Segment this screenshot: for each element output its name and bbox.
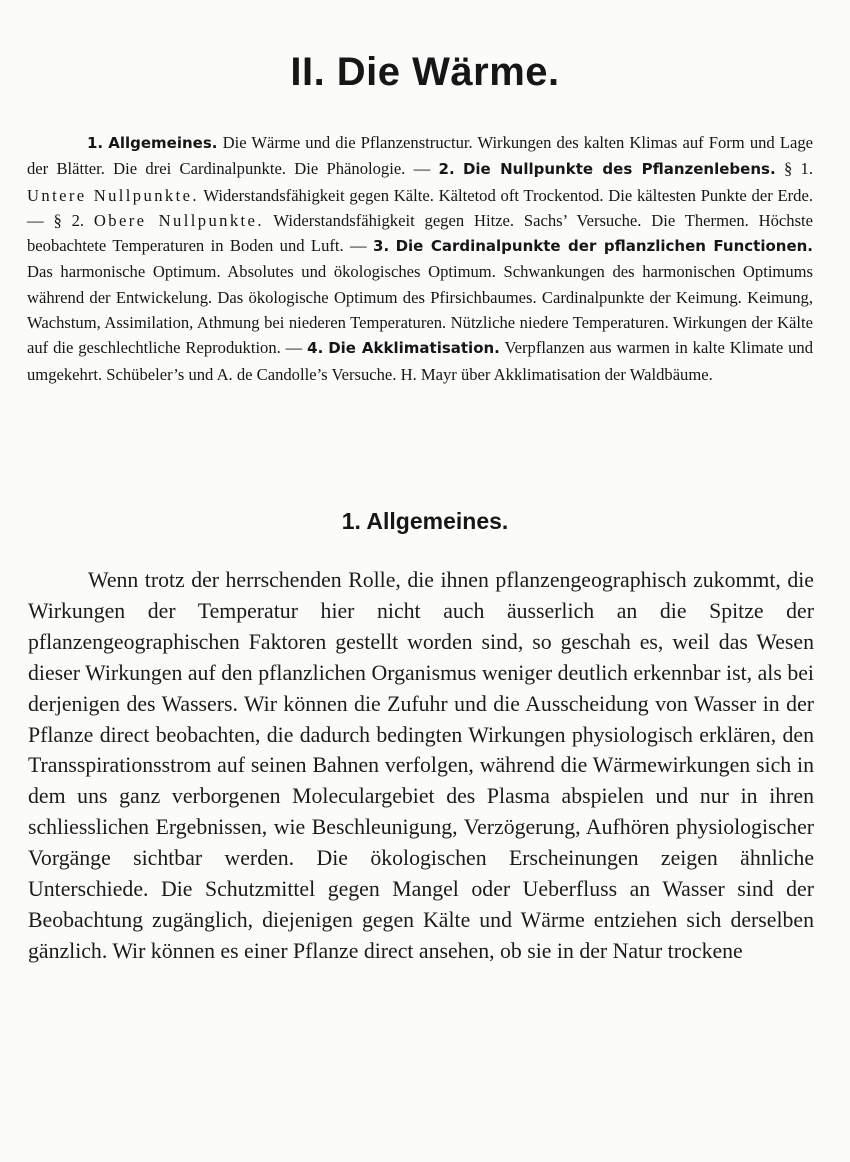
summary-paragraph-mark-2: § 2. [53,210,85,230]
summary-subsection-2-text: Widerstandsfähigkeit gegen Hitze. Sachs’ Versuche. Die Thermen. Höchste beobachtete Temperaturen in Boden und Luft. — [27,210,813,256]
summary-section-2-number: 2. [438,160,455,179]
summary-section-4-text: Verpflanzen aus warmen in kalte Klimate und umgekehrt. Schübeler’s und A. de Candolle’s Versuche. H. Mayr über Akklimatisation der Waldbäume. [27,338,813,384]
section-title: 1. Allgemeines. [341,508,509,534]
summary-section-3-text: Das harmonische Optimum. Absolutes und ökologisches Optimum. Schwankungen des harmonischen Optimums während der Entwickelung. Das ökologische Optimum des Pfirsichbaumes. Cardinalpunkte der Keimung. Keimung, Wachstum, Assimilation, Athmung bei niederen Temperaturen. Nützliche niedere Temperaturen. Wirkungen der Kälte auf die geschlechtliche Reproduktion. — [27,262,813,358]
summary-section-1-number: 1. [87,134,104,152]
summary-section-3-number: 3. [373,237,390,256]
summary-section-2-title: Die Nullpunkte des Pflanzenlebens. [462,160,776,179]
summary-paragraph-mark-1: § 1. [783,159,813,179]
summary-section-4-number: 4. [307,339,324,358]
summary-section-4-title: Die Akklimatisation. [328,339,500,358]
chapter-title: II. Die Wärme. [290,50,560,94]
summary-subsection-2-title: Obere Nullpunkte. [93,210,264,230]
summary-section-1-title: Allgemeines. [108,134,218,152]
summary-section-3-title: Die Cardinalpunkte der pflanzlichen Functionen. [395,237,813,256]
summary-subsection-1-title: Untere Nullpunkte. [27,185,199,205]
body-paragraph: Wenn trotz der herrschenden Rolle, die ihnen pflanzengeographisch zukommt, die Wirkungen der Temperatur hier nicht auch äusserlich an die Spitze der pflanzengeographischen Faktoren gestellt worden sind, so geschah es, weil das Wesen dieser Wirkungen auf den pflanzlichen Organismus weniger deutlich erkennbar ist, als bei derjenigen des Wassers. Wir können die Zufuhr und die Ausscheidung von Wasser in der Pflanze direct beobachten, die dadurch bedingten Wirkungen physiologisch erklären, den Transspirationsstrom auf seinen Bahnen verfolgen, während die Wärmewirkungen sich in dem uns ganz verborgenen Moleculargebiet des Plasma abspielen und nur in ihren schliesslichen Ergebnissen, wie Beschleunigung, Verzögerung, Aufhören physiologischer Vorgänge sichtbar werden. Die ökologischen Erscheinungen zeigen ähnliche Unterschiede. Die Schutzmittel gegen Mangel oder Ueberfluss an Wasser sind der Beobachtung zugänglich, diejenigen gegen Kälte und Wärme entziehen sich derselben gänzlich. Wir können es einer Pflanze direct ansehen, ob sie in der Natur trockene [28,568,814,963]
summary-section-1-text: Die Wärme und die Pflanzenstructur. Wirkungen des kalten Klimas auf Form und Lage der Blätter. Die drei Cardinalpunkte. Die Phänologie. — [27,133,813,179]
chapter-summary [27,130,813,387]
summary-subsection-1-text: Widerstandsfähigkeit gegen Kälte. Kältetod oft Trockentod. Die kältesten Punkte der Erde. — [27,185,813,230]
